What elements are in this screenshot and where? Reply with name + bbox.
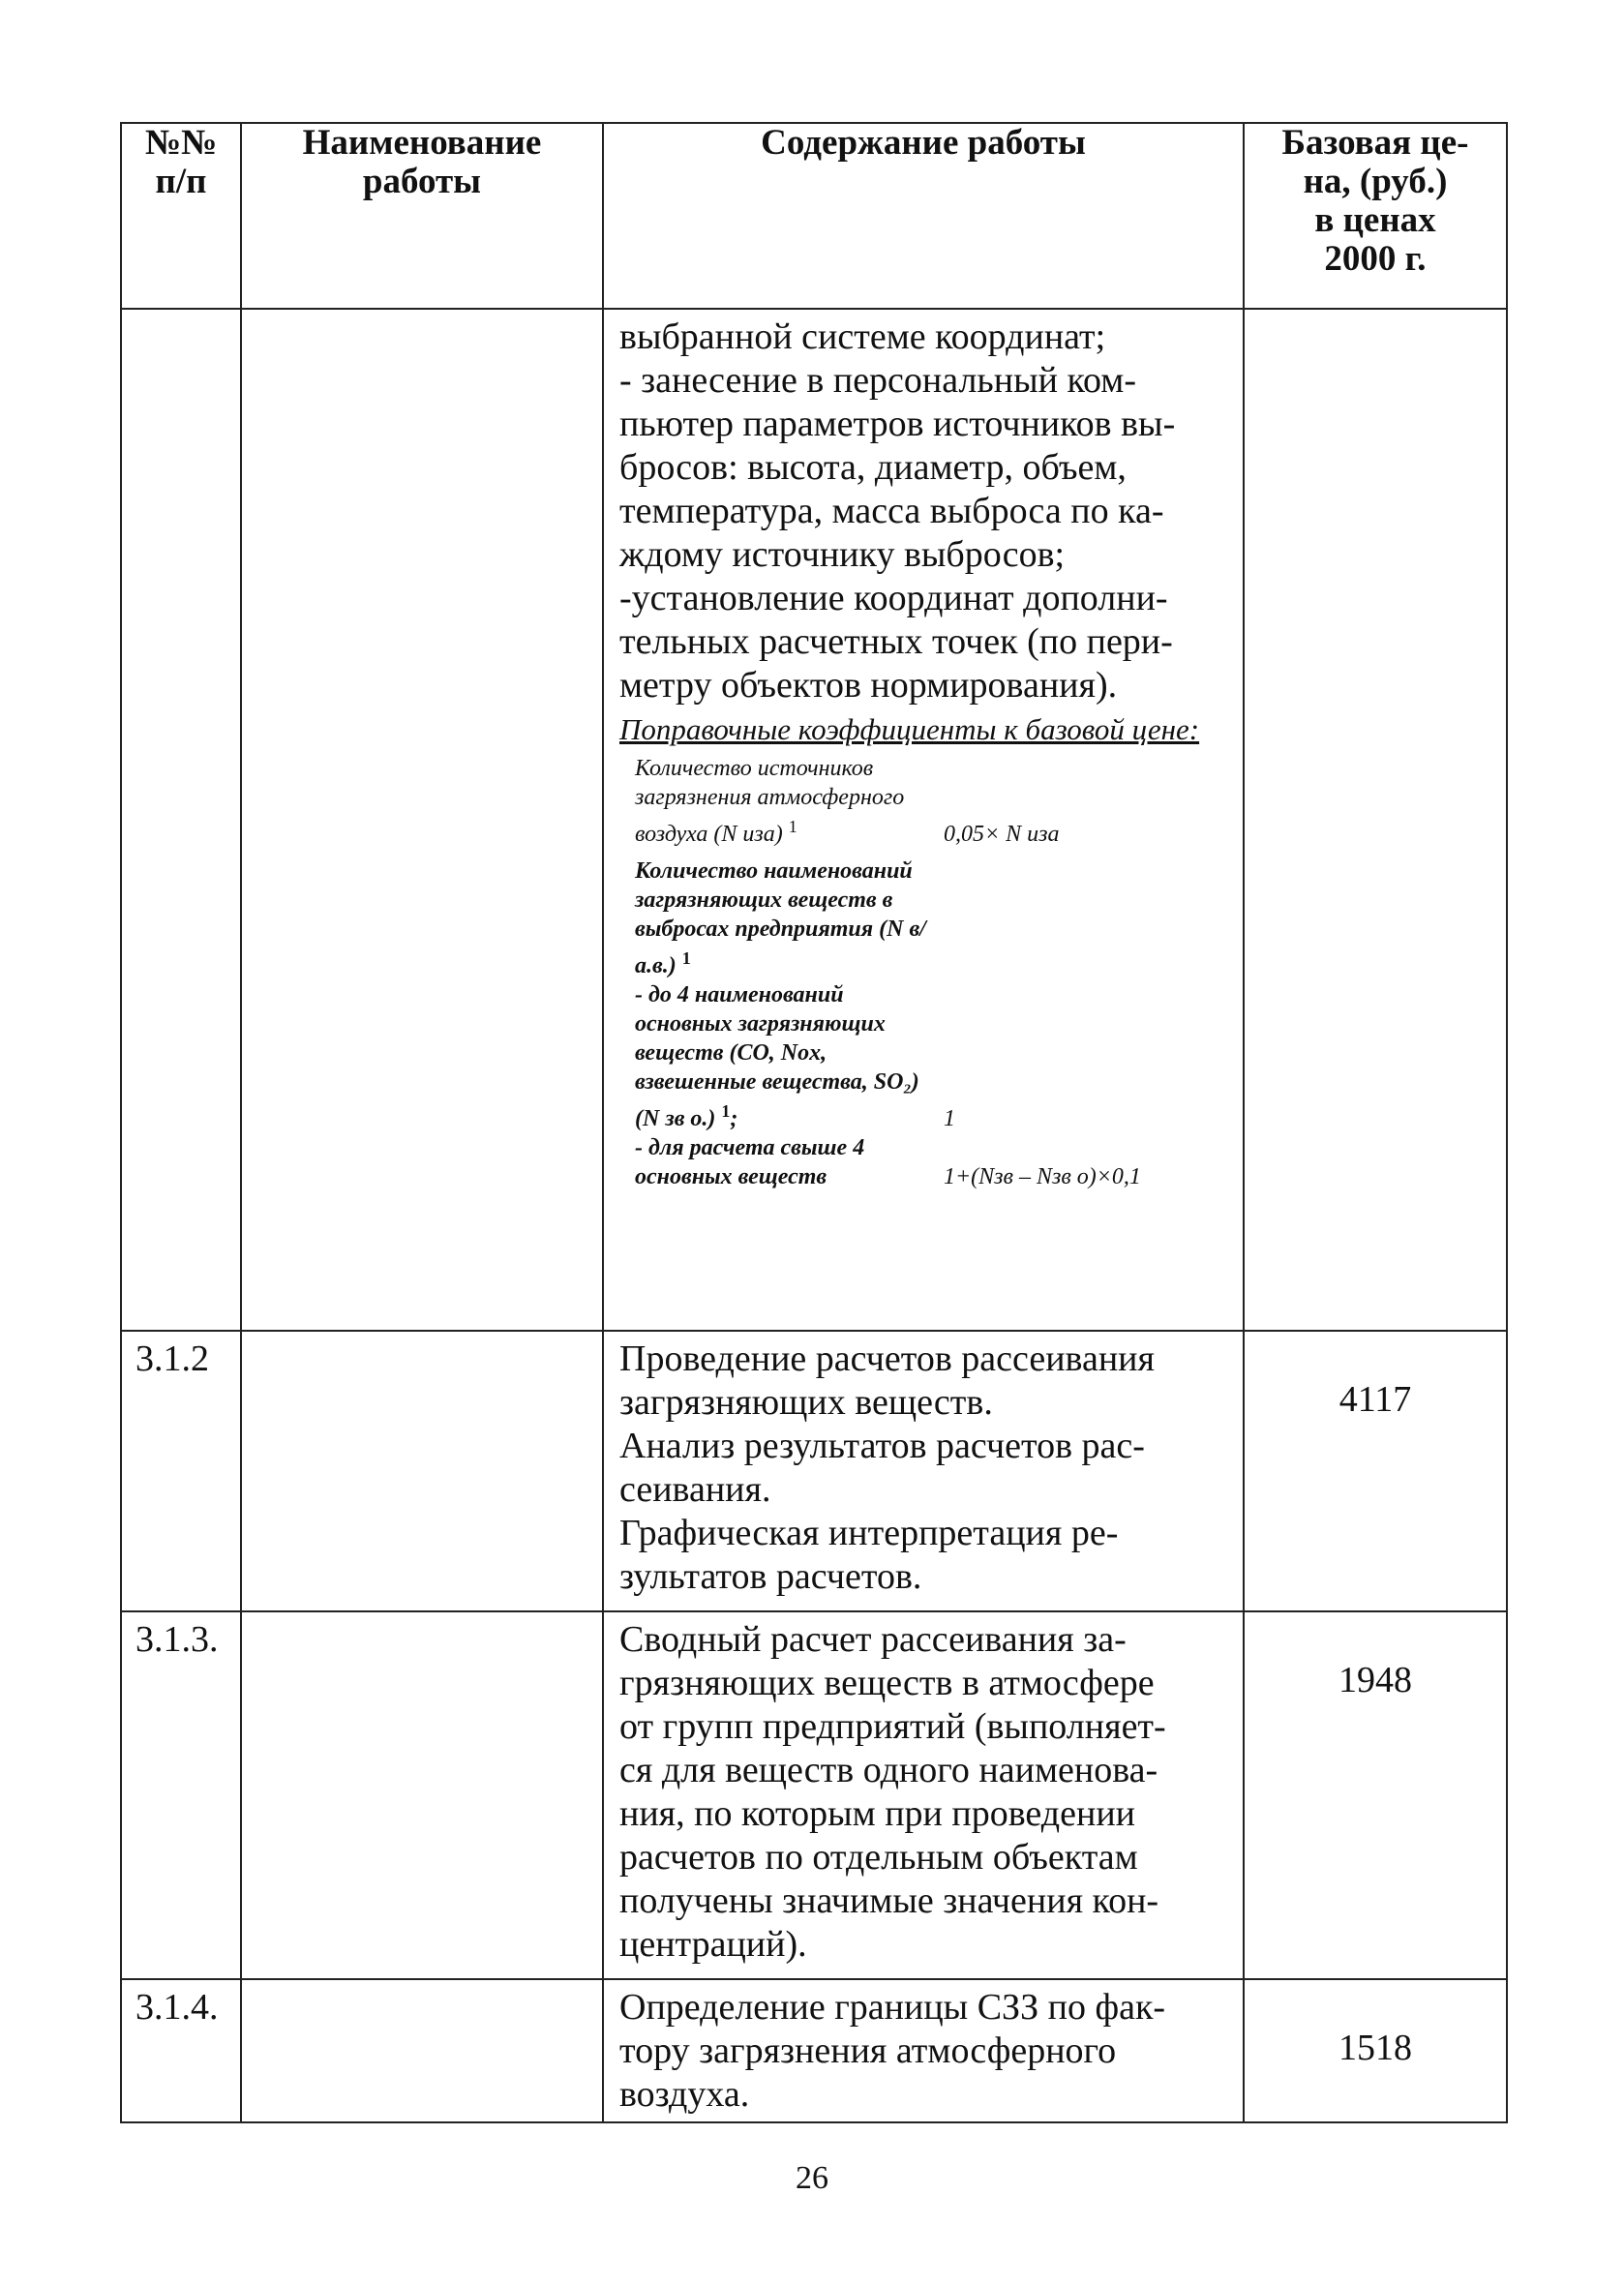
coef-over-4-value: 1+(Nзв – Nзв о)×0,1 <box>943 1164 1141 1189</box>
row-content-cell: выбранной системе координат; - занесение в персональный ком- пьютер параметров источников вы- бросов: высота, диаметр, объем, температура, масса выброса по ка- ждому источнику выбросов; -установление координат дополни- тельных расчетных точек (по пери- метру объектов нормирования). Поправочные коэффициенты к базовой цене: Количество источников загрязнения атмосферного воздуха (N иза) $^1$ 0,05× N иза Количество наименований загрязняющих веществ в выбросах предприятия (N в/а.в.) $^1$ - до 4 наименований основных загрязняющих веществ (CO, Nox, взвешенные вещества, SO₂) (N зв о.) $^1$; 1 - для расчета свыше 4 основных веществ 1+(Nзв – Nзв о)×0,1 <box>603 309 1244 1331</box>
price-table <box>120 122 1508 2123</box>
row-price-cell: 1948 <box>1244 1611 1507 1979</box>
row-name-cell <box>241 309 603 1331</box>
table-row <box>121 1331 1507 1611</box>
coef-title: Поправочные коэффициенты к базовой цене: <box>619 712 1200 746</box>
table-row <box>121 1611 1507 1979</box>
row-name-cell <box>241 1979 603 2122</box>
row-num-cell: 3.1.2 <box>121 1331 241 1611</box>
row-num-cell: 3.1.4. <box>121 1979 241 2122</box>
header-price: Базовая це- на, (руб.) в ценах 2000 г. <box>1244 123 1507 309</box>
header-name: Наименование работы <box>241 123 603 309</box>
table-header-row <box>121 123 1507 309</box>
row-price-cell: 4117 <box>1244 1331 1507 1611</box>
coef-substances-over-4: - для расчета свыше 4 основных веществ 1+(Nзв – Nзв о)×0,1 <box>619 1133 1233 1191</box>
coef-substances: Количество наименований загрязняющих веществ в выбросах предприятия (N в/а.в.) $^1$ <box>635 858 926 978</box>
row-name-cell <box>241 1611 603 1979</box>
table-row <box>121 309 1507 1331</box>
page-number: 26 <box>796 2160 828 2196</box>
row-content-cell: Определение границы СЗЗ по фак- тору загрязнения атмосферного воздуха. <box>603 1979 1244 2122</box>
row-price-cell <box>1244 309 1507 1331</box>
coef-sources-value: 0,05× N иза <box>943 822 1060 847</box>
row-num-cell <box>121 309 241 1331</box>
row-name-cell <box>241 1331 603 1611</box>
row-num-cell: 3.1.3. <box>121 1611 241 1979</box>
coef-substances-up-to-4: - до 4 наименований основных загрязняющих веществ (CO, Nox, взвешенные вещества, SO₂) (N зв о.) $^1$; 1 <box>619 980 1233 1133</box>
row-content-cell: Сводный расчет рассеивания за- грязняющих веществ в атмосфере от групп предприятий (выполняет- ся для веществ одного наименова- ния, по которым при проведении расчетов по отдельным объектам получены значимые значения кон- центраций). <box>603 1611 1244 1979</box>
coef-up-to-4-value: 1 <box>943 1106 955 1131</box>
table-row <box>121 1979 1507 2122</box>
coef-sources: Количество источников загрязнения атмосферного воздуха (N иза) $^1$ 0,05× N иза <box>619 754 1233 849</box>
header-num: №№ п/п <box>121 123 241 309</box>
row-price-cell: 1518 <box>1244 1979 1507 2122</box>
header-content: Содержание работы <box>603 123 1244 309</box>
row-content-cell: Проведение расчетов рассеивания загрязняющих веществ. Анализ результатов расчетов рас- сеивания. Графическая интерпретация ре- зультатов расчетов. <box>603 1331 1244 1611</box>
